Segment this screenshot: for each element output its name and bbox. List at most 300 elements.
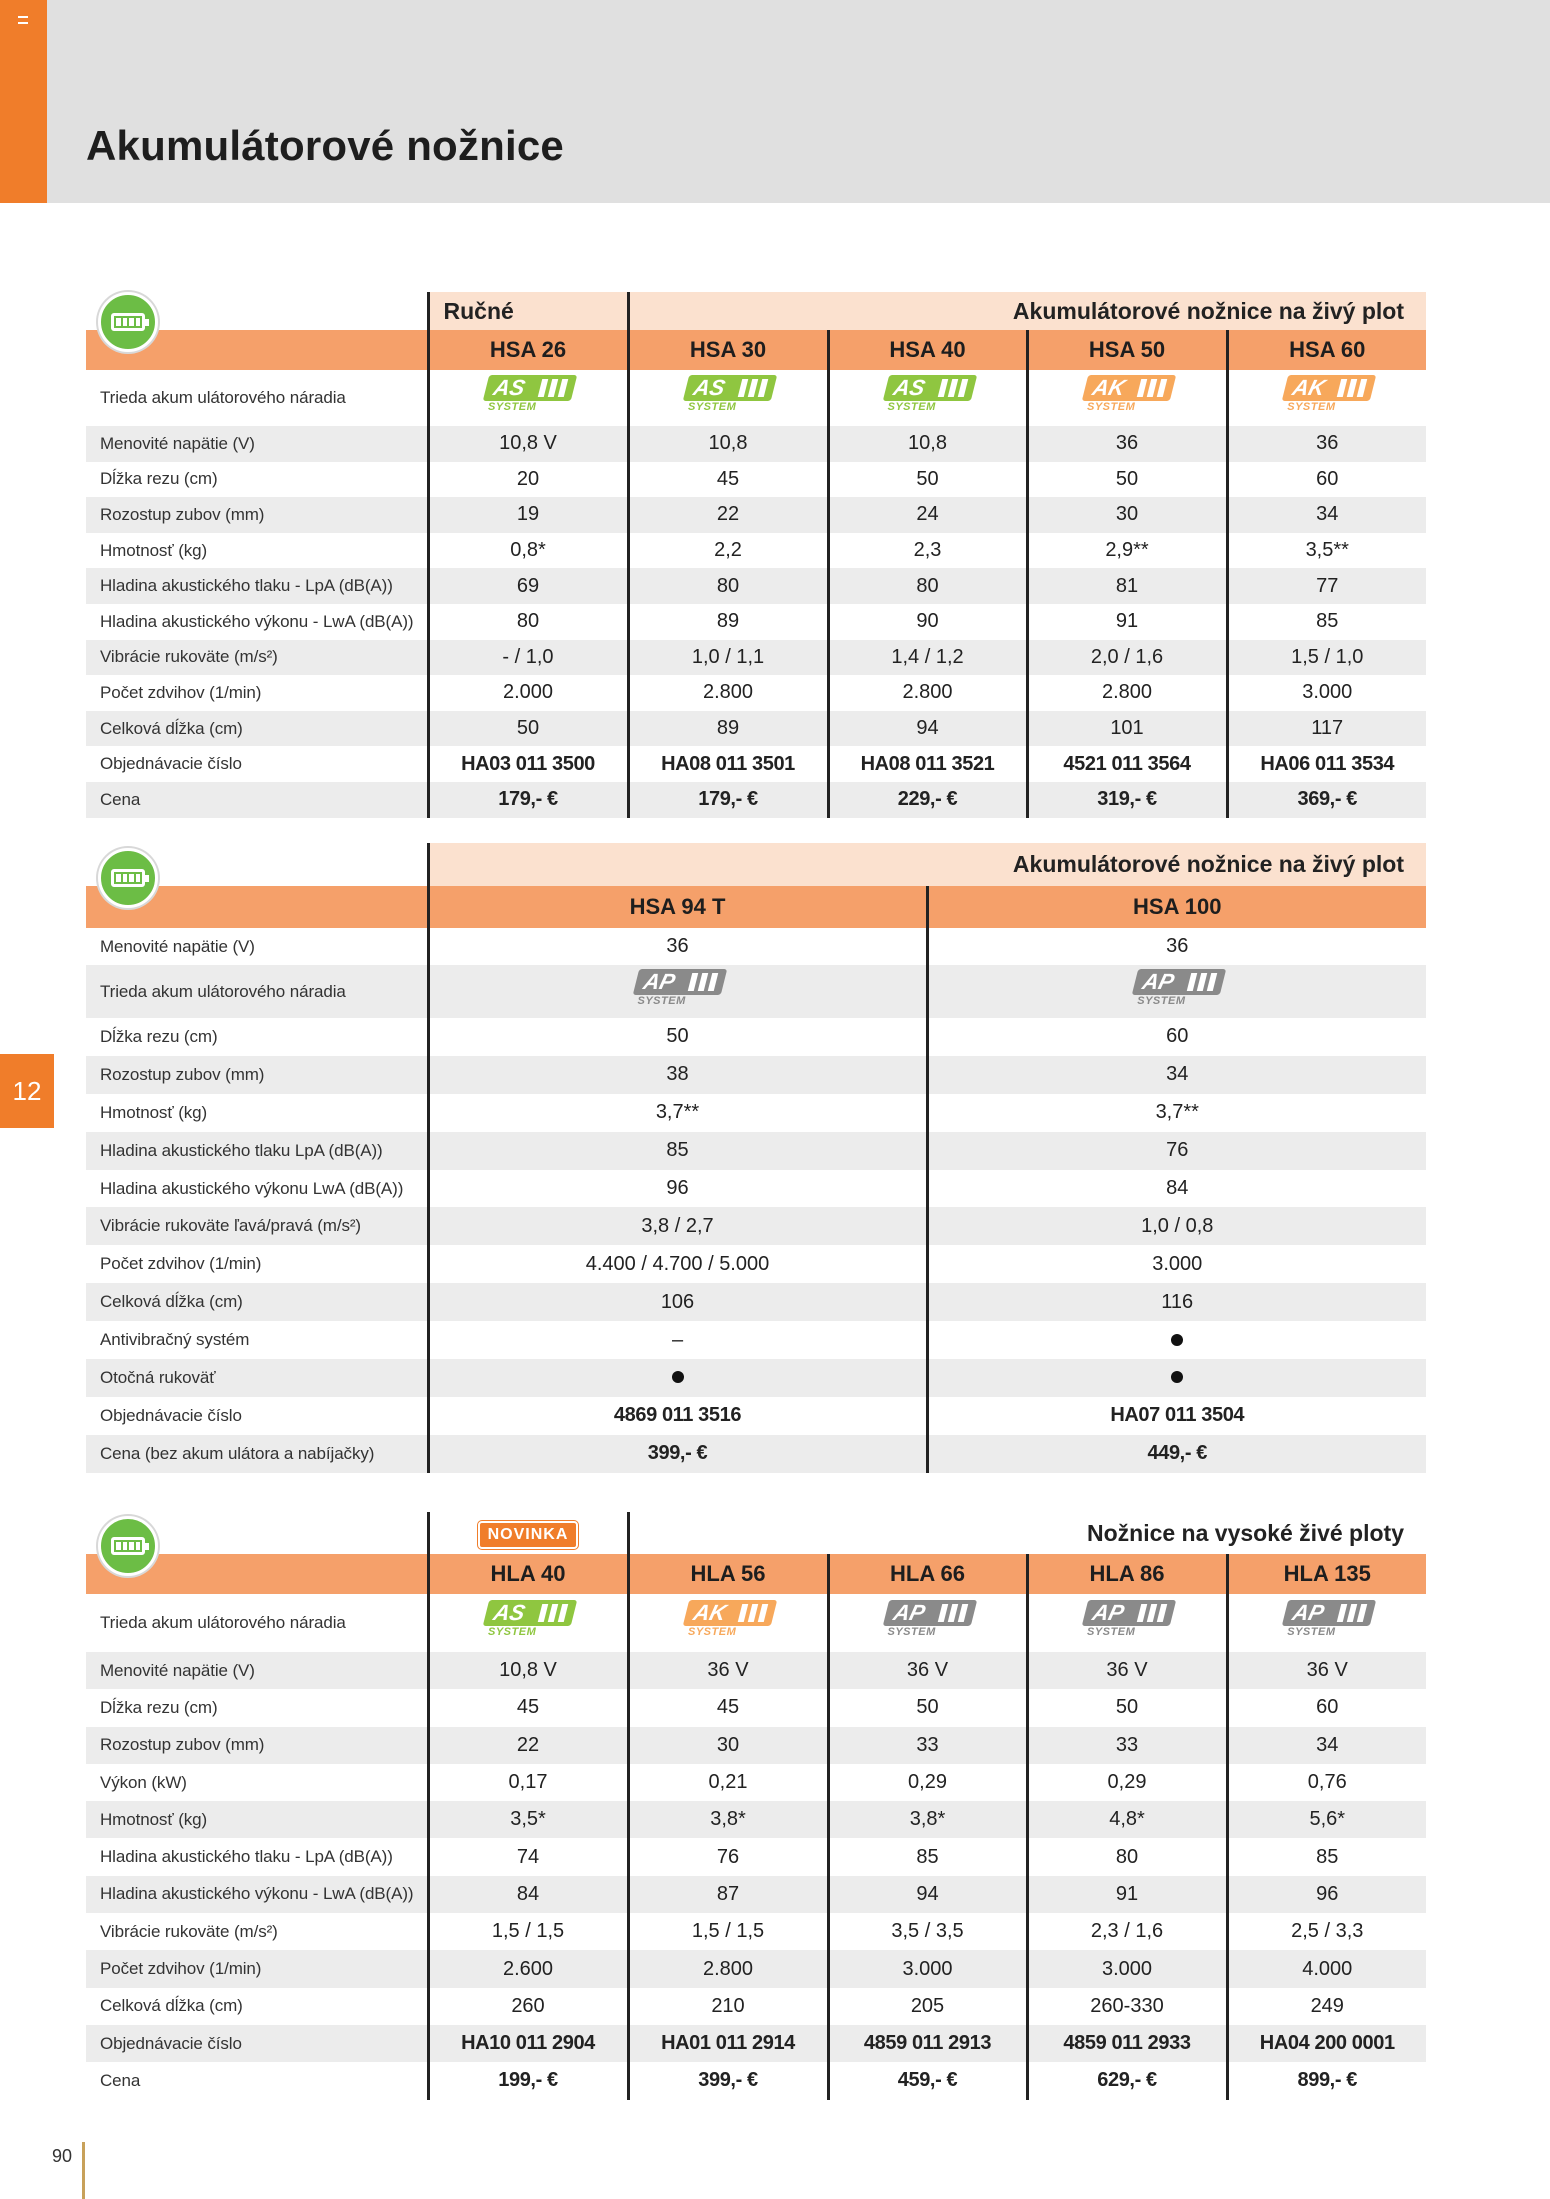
table-cell: 0,8* <box>428 533 628 569</box>
table-row <box>86 2062 1426 2099</box>
table-cell: 50 <box>828 462 1027 498</box>
table-cell: 10,8 <box>828 426 1027 462</box>
table-cell: 2.600 <box>428 1950 628 1987</box>
row-label: Menovité napätie (V) <box>86 426 428 462</box>
table-cell: HA06 011 3534 <box>1227 746 1426 782</box>
ak-system-badge-icon <box>682 1600 774 1640</box>
row-label: Cena (bez akum ulátora a nabíjačky) <box>86 1435 428 1473</box>
table-cell: 91 <box>1027 604 1227 640</box>
badge-code: AP <box>1082 1600 1176 1626</box>
table-cell: 34 <box>927 1056 1426 1094</box>
table-cell: 249 <box>1227 1988 1426 2025</box>
row-label: Antivibračný systém <box>100 1330 250 1350</box>
table-cell: 449,- € <box>927 1435 1426 1473</box>
table-cell: 50 <box>828 1689 1027 1726</box>
table-row <box>86 533 1426 569</box>
table-cell: 3,5 / 3,5 <box>828 1913 1027 1950</box>
badge-system-label: SYSTEM <box>1287 401 1336 413</box>
table-cell: 45 <box>628 462 828 498</box>
table-cell: 2.800 <box>828 675 1027 711</box>
row-label: Celková dĺžka (cm) <box>100 1996 243 2016</box>
bullet-dot-icon <box>1171 1334 1183 1346</box>
table-cell: 3.000 <box>1227 675 1426 711</box>
table-cell: 3,8 / 2,7 <box>428 1207 927 1245</box>
row-label: Cena <box>100 2070 141 2090</box>
table-cell: 3,7** <box>428 1094 927 1132</box>
table-cell: 0,29 <box>828 1764 1027 1801</box>
row-label: Objednávacie číslo <box>86 2025 428 2062</box>
table-cell: 10,8 V <box>428 1652 628 1689</box>
model-name: HSA 100 <box>927 886 1426 928</box>
badge-code: AS <box>882 375 976 401</box>
table-cell: 77 <box>1227 568 1426 604</box>
table-row <box>86 1764 1426 1801</box>
table-cell: HA07 011 3504 <box>927 1397 1426 1435</box>
battery-icon-cell <box>86 292 428 370</box>
table-cell: 45 <box>628 1689 828 1726</box>
bullet-dot-icon <box>1171 1371 1183 1383</box>
row-label: Vibrácie rukoväte (m/s²) <box>86 640 428 676</box>
table-cell: 106 <box>428 1283 927 1321</box>
table-cell: 2.800 <box>628 675 828 711</box>
badge-code: AK <box>1082 375 1176 401</box>
battery-class-cell <box>428 965 927 1018</box>
table-cell: 0,29 <box>1027 1764 1227 1801</box>
row-label: Trieda akum ulátorového náradia <box>86 965 428 1018</box>
table-cell: 117 <box>1227 711 1426 747</box>
row-label: Počet zdvihov (1/min) <box>100 1254 262 1274</box>
as-system-badge-icon <box>482 1600 574 1640</box>
row-label: Menovité napätie (V) <box>86 1652 428 1689</box>
table-cell <box>428 1359 927 1397</box>
table-cell: 229,- € <box>828 782 1027 818</box>
table-cell: 2,2 <box>628 533 828 569</box>
table-cell: 30 <box>1027 497 1227 533</box>
table-cell: 2,3 <box>828 533 1027 569</box>
table-row <box>86 1245 1426 1283</box>
table-row <box>86 1652 1426 1689</box>
row-label: Celková dĺžka (cm) <box>86 711 428 747</box>
table-cell: 76 <box>927 1132 1426 1170</box>
ap-system-badge-icon <box>1081 1600 1173 1640</box>
table-row <box>86 1056 1426 1094</box>
table-row <box>86 1950 1426 1987</box>
table-row <box>86 497 1426 533</box>
table-cell: 459,- € <box>828 2062 1027 2099</box>
row-label: Hladina akustického tlaku - LpA (dB(A)) <box>100 1847 393 1867</box>
table-cell: 80 <box>828 568 1027 604</box>
table-row <box>86 1689 1426 1726</box>
table-cell: 34 <box>1227 497 1426 533</box>
table-cell: 179,- € <box>628 782 828 818</box>
table-cell: 3,8* <box>828 1801 1027 1838</box>
chapter-tab: 12 <box>0 1054 54 1128</box>
group-header-hedge: Akumulátorové nožnice na živý plot <box>628 292 1426 330</box>
table-cell: HA03 011 3500 <box>428 746 628 782</box>
table-cell: 3,5** <box>1227 533 1426 569</box>
page-number-rule <box>82 2142 85 2199</box>
table-row <box>86 965 1426 1018</box>
table-cell: 36 V <box>1227 1652 1426 1689</box>
ap-system-badge-icon <box>1281 1600 1373 1640</box>
table-row <box>86 1018 1426 1056</box>
model-name: HSA 40 <box>828 330 1027 370</box>
table-cell <box>927 1321 1426 1359</box>
table-cell: 4869 011 3516 <box>428 1397 927 1435</box>
battery-class-cell <box>828 1594 1027 1652</box>
page-header <box>0 0 1550 203</box>
badge-system-label: SYSTEM <box>637 994 686 1007</box>
table-cell: 5,6* <box>1227 1801 1426 1838</box>
model-name: HLA 86 <box>1027 1554 1227 1594</box>
table-cell: 2,3 / 1,6 <box>1027 1913 1227 1950</box>
table-cell: HA08 011 3521 <box>828 746 1027 782</box>
table-cell: 85 <box>1227 1838 1426 1875</box>
battery-class-cell <box>628 370 828 426</box>
table-cell: 4859 011 2933 <box>1027 2025 1227 2062</box>
row-label: Menovité napätie (V) <box>100 936 255 956</box>
table-cell: 629,- € <box>1027 2062 1227 2099</box>
ak-system-badge-icon <box>1281 375 1373 415</box>
ap-system-badge-icon <box>1131 969 1223 1009</box>
row-label: Dĺžka rezu (cm) <box>100 1026 218 1046</box>
row-label: Hmotnosť (kg) <box>100 1102 208 1122</box>
table-cell: 36 <box>927 928 1426 965</box>
battery-class-cell <box>828 370 1027 426</box>
badge-code: AS <box>683 375 777 401</box>
badge-code: AK <box>683 1600 777 1626</box>
as-system-badge-icon <box>882 375 974 415</box>
table-cell: 50 <box>428 1018 927 1056</box>
table-cell: 91 <box>1027 1876 1227 1913</box>
table-cell: 3,5* <box>428 1801 628 1838</box>
table-cell: 85 <box>828 1838 1027 1875</box>
table-row <box>86 1727 1426 1764</box>
table-cell: 38 <box>428 1056 927 1094</box>
table-cell: 2,9** <box>1027 533 1227 569</box>
table-cell: 0,76 <box>1227 1764 1426 1801</box>
row-label: Hladina akustického výkonu - LwA (dB(A)) <box>100 611 414 631</box>
row-label: Hmotnosť (kg) <box>100 540 208 560</box>
page-title: Akumulátorové nožnice <box>86 122 564 169</box>
badge-system-label: SYSTEM <box>1087 401 1136 413</box>
model-name: HLA 40 <box>428 1554 628 1594</box>
ap-system-badge-icon <box>632 969 724 1009</box>
table-cell: 116 <box>927 1283 1426 1321</box>
table-row <box>86 711 1426 747</box>
group-header: Akumulátorové nožnice na živý plot <box>428 843 1426 886</box>
table-cell: 96 <box>1227 1876 1426 1913</box>
model-name: HLA 56 <box>628 1554 828 1594</box>
row-label: Dĺžka rezu (cm) <box>100 1697 218 1717</box>
table-cell: 33 <box>828 1727 1027 1764</box>
table-cell: 45 <box>428 1689 628 1726</box>
table-cell: 85 <box>428 1132 927 1170</box>
table-row <box>86 604 1426 640</box>
table-cell: 90 <box>828 604 1027 640</box>
table-row <box>86 843 1426 886</box>
model-name: HLA 135 <box>1227 1554 1426 1594</box>
table-row <box>86 1988 1426 2025</box>
table-cell: 87 <box>628 1876 828 1913</box>
table-row <box>86 1876 1426 1913</box>
table-row <box>86 640 1426 676</box>
badge-code: AP <box>1282 1600 1376 1626</box>
table-cell: 22 <box>428 1727 628 1764</box>
table-cell: 1,4 / 1,2 <box>828 640 1027 676</box>
table-cell: 85 <box>1227 604 1426 640</box>
table-cell: 96 <box>428 1170 927 1208</box>
page-number: 90 <box>52 2146 73 2166</box>
badge-system-label: SYSTEM <box>688 1626 737 1638</box>
table-row <box>86 426 1426 462</box>
table-row <box>86 782 1426 818</box>
battery-class-cell <box>1227 1594 1426 1652</box>
table-cell: 19 <box>428 497 628 533</box>
row-label: Dĺžka rezu (cm) <box>100 469 218 489</box>
table-cell: 4521 011 3564 <box>1027 746 1227 782</box>
table-cell: 260-330 <box>1027 1988 1227 2025</box>
battery-icon-cell <box>86 843 428 928</box>
table-row <box>86 928 1426 965</box>
table-cell: 3.000 <box>927 1245 1426 1283</box>
row-label: Hladina akustického výkonu - LwA (dB(A)) <box>86 1876 428 1913</box>
battery-class-cell <box>428 1594 628 1652</box>
badge-system-label: SYSTEM <box>1287 1626 1336 1638</box>
as-system-badge-icon <box>682 375 774 415</box>
table-cell: 36 <box>428 928 927 965</box>
battery-icon <box>98 1516 158 1576</box>
table-cell: - / 1,0 <box>428 640 628 676</box>
menu-icon <box>18 16 28 24</box>
table-row <box>86 1838 1426 1875</box>
table-cell: 10,8 V <box>428 426 628 462</box>
badge-system-label: SYSTEM <box>887 1626 936 1638</box>
table-cell: 1,5 / 1,0 <box>1227 640 1426 676</box>
table-row <box>86 1594 1426 1652</box>
table-cell: 89 <box>628 711 828 747</box>
table-cell: 0,17 <box>428 1764 628 1801</box>
table-row <box>86 568 1426 604</box>
spec-table-hsa-long <box>86 843 1426 1473</box>
badge-code: AS <box>483 375 577 401</box>
table-cell: 84 <box>927 1170 1426 1208</box>
model-name: HSA 50 <box>1027 330 1227 370</box>
row-label: Počet zdvihov (1/min) <box>86 1950 428 1987</box>
table-cell: 22 <box>628 497 828 533</box>
row-label: Rozostup zubov (mm) <box>86 1056 428 1094</box>
battery-icon <box>98 848 158 908</box>
table-cell: 3,7** <box>927 1094 1426 1132</box>
table-row <box>86 1913 1426 1950</box>
table-cell: 30 <box>628 1727 828 1764</box>
table-row <box>86 292 1426 330</box>
table-cell: 74 <box>428 1838 628 1875</box>
table-row <box>86 1207 1426 1245</box>
spec-table-hsa-hand <box>86 292 1426 818</box>
table-cell: 1,5 / 1,5 <box>428 1913 628 1950</box>
table-cell: HA01 011 2914 <box>628 2025 828 2062</box>
battery-class-cell <box>1027 370 1227 426</box>
table-cell: 210 <box>628 1988 828 2025</box>
table-cell: 3.000 <box>828 1950 1027 1987</box>
table-cell: 4.000 <box>1227 1950 1426 1987</box>
row-label: Výkon (kW) <box>100 1772 187 1792</box>
row-label: Vibrácie rukoväte (m/s²) <box>100 1921 278 1941</box>
table-cell: 36 <box>1227 426 1426 462</box>
table-cell: 36 V <box>1027 1652 1227 1689</box>
table-cell: HA10 011 2904 <box>428 2025 628 2062</box>
table-cell: 2.800 <box>1027 675 1227 711</box>
bullet-dot-icon <box>672 1371 684 1383</box>
row-label: Hladina akustického výkonu LwA (dB(A)) <box>100 1178 404 1198</box>
spec-table-hla <box>86 1512 1426 2100</box>
row-label: Trieda akum ulátorového náradia <box>100 388 346 407</box>
table-cell: 2.800 <box>628 1950 828 1987</box>
table-row <box>86 675 1426 711</box>
table-cell: 260 <box>428 1988 628 2025</box>
novinka-badge: NOVINKA <box>478 1521 579 1549</box>
table-cell: 319,- € <box>1027 782 1227 818</box>
table-row <box>86 1283 1426 1321</box>
badge-system-label: SYSTEM <box>488 1626 537 1638</box>
table-cell: 24 <box>828 497 1027 533</box>
badge-system-label: SYSTEM <box>688 401 737 413</box>
header-accent-bar <box>0 0 47 203</box>
table-cell: 2,5 / 3,3 <box>1227 1913 1426 1950</box>
row-label: Celková dĺžka (cm) <box>86 1283 428 1321</box>
table-row <box>86 2025 1426 2062</box>
table-cell: 36 V <box>628 1652 828 1689</box>
table-row <box>86 462 1426 498</box>
table-cell: 94 <box>828 711 1027 747</box>
table-row <box>86 746 1426 782</box>
table-cell: HA08 011 3501 <box>628 746 828 782</box>
row-label: Hladina akustického tlaku LpA (dB(A)) <box>86 1132 428 1170</box>
table-cell: 2,0 / 1,6 <box>1027 640 1227 676</box>
battery-icon <box>98 292 158 352</box>
table-cell: 4.400 / 4.700 / 5.000 <box>428 1245 927 1283</box>
battery-class-cell <box>1227 370 1426 426</box>
ak-system-badge-icon <box>1081 375 1173 415</box>
model-name: HLA 66 <box>828 1554 1027 1594</box>
table-cell: – <box>428 1321 927 1359</box>
row-label: Počet zdvihov (1/min) <box>100 682 262 702</box>
table-cell: 20 <box>428 462 628 498</box>
table-row <box>86 1359 1426 1397</box>
as-system-badge-icon <box>482 375 574 415</box>
table-cell: 69 <box>428 568 628 604</box>
table-cell: 3,8* <box>628 1801 828 1838</box>
table-cell: 199,- € <box>428 2062 628 2099</box>
table-cell: 89 <box>628 604 828 640</box>
table-row <box>86 1435 1426 1473</box>
table-cell: 4859 011 2913 <box>828 2025 1027 2062</box>
table-cell: 50 <box>428 711 628 747</box>
table-row <box>86 1321 1426 1359</box>
table-cell: 80 <box>428 604 628 640</box>
row-label: Vibrácie rukoväte ľavá/pravá (m/s²) <box>86 1207 428 1245</box>
model-name: HSA 30 <box>628 330 828 370</box>
group-header: Nožnice na vysoké živé ploty <box>628 1512 1426 1554</box>
table-cell: 60 <box>1227 1689 1426 1726</box>
row-label: Hmotnosť (kg) <box>86 1801 428 1838</box>
table-row <box>86 1132 1426 1170</box>
table-cell: 60 <box>1227 462 1426 498</box>
novinka-cell <box>428 1512 628 1554</box>
ap-system-badge-icon <box>882 1600 974 1640</box>
table-cell: 899,- € <box>1227 2062 1426 2099</box>
table-cell: 399,- € <box>428 1435 927 1473</box>
badge-code: AS <box>483 1600 577 1626</box>
table-cell: 84 <box>428 1876 628 1913</box>
table-row <box>86 1170 1426 1208</box>
row-label: Cena <box>86 782 428 818</box>
table-cell: 4,8* <box>1027 1801 1227 1838</box>
table-cell: 0,21 <box>628 1764 828 1801</box>
badge-code: AP <box>1132 969 1226 995</box>
row-label: Rozostup zubov (mm) <box>86 1727 428 1764</box>
battery-class-cell <box>428 370 628 426</box>
table-cell: 369,- € <box>1227 782 1426 818</box>
battery-class-cell <box>1027 1594 1227 1652</box>
table-cell: 399,- € <box>628 2062 828 2099</box>
badge-system-label: SYSTEM <box>1087 1626 1136 1638</box>
table-cell: 3.000 <box>1027 1950 1227 1987</box>
row-label: Rozostup zubov (mm) <box>86 497 428 533</box>
row-label: Trieda akum ulátorového náradia <box>100 1613 346 1632</box>
table-row <box>86 1801 1426 1838</box>
table-cell: 34 <box>1227 1727 1426 1764</box>
table-cell: 2.000 <box>428 675 628 711</box>
row-label: Objednávacie číslo <box>100 1405 242 1425</box>
table-cell: 36 V <box>828 1652 1027 1689</box>
table-cell: 76 <box>628 1838 828 1875</box>
table-row <box>86 1512 1426 1554</box>
group-header-hand: Ručné <box>428 292 628 330</box>
model-name: HSA 94 T <box>428 886 927 928</box>
table-cell <box>927 1359 1426 1397</box>
row-label: Hladina akustického tlaku - LpA (dB(A)) <box>86 568 428 604</box>
table-cell: HA04 200 0001 <box>1227 2025 1426 2062</box>
badge-system-label: SYSTEM <box>887 401 936 413</box>
row-label: Objednávacie číslo <box>100 754 242 774</box>
table-row <box>86 1094 1426 1132</box>
table-cell: 205 <box>828 1988 1027 2025</box>
table-cell: 10,8 <box>628 426 828 462</box>
battery-class-cell <box>628 1594 828 1652</box>
battery-icon-cell <box>86 1512 428 1594</box>
table-row <box>86 370 1426 426</box>
table-cell: 36 <box>1027 426 1227 462</box>
badge-code: AK <box>1282 375 1376 401</box>
badge-code: AP <box>882 1600 976 1626</box>
table-cell: 50 <box>1027 462 1227 498</box>
model-name: HSA 26 <box>428 330 628 370</box>
table-cell: 1,0 / 1,1 <box>628 640 828 676</box>
table-cell: 1,5 / 1,5 <box>628 1913 828 1950</box>
table-cell: 101 <box>1027 711 1227 747</box>
table-cell: 60 <box>927 1018 1426 1056</box>
table-cell: 1,0 / 0,8 <box>927 1207 1426 1245</box>
table-row <box>86 1397 1426 1435</box>
row-label: Otočná rukoväť <box>86 1359 428 1397</box>
table-cell: 33 <box>1027 1727 1227 1764</box>
table-cell: 94 <box>828 1876 1027 1913</box>
table-cell: 50 <box>1027 1689 1227 1726</box>
badge-code: AP <box>632 969 726 995</box>
table-cell: 81 <box>1027 568 1227 604</box>
